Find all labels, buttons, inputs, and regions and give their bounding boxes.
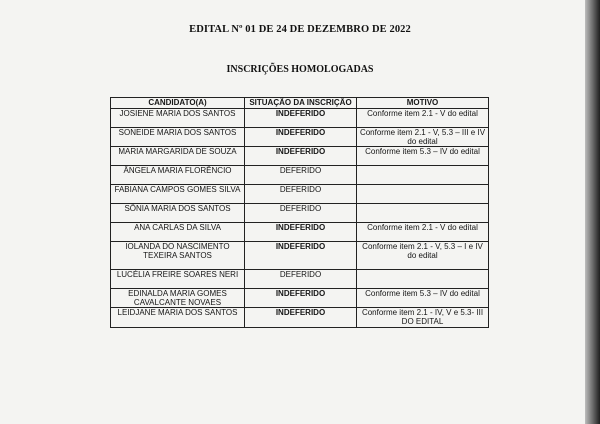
header-reason: MOTIVO xyxy=(357,98,489,109)
candidate-cell: ÂNGELA MARIA FLORÊNCIO xyxy=(111,166,245,185)
reason-cell: Conforme item 2.1 - V do edital xyxy=(357,223,489,242)
candidate-cell: MARIA MARGARIDA DE SOUZA xyxy=(111,147,245,166)
reason-cell: Conforme item 2.1 - IV, V e 5.3- III DO EDITAL xyxy=(357,308,489,328)
document-title: EDITAL Nº 01 DE 24 DE DEZEMBRO DE 2022 xyxy=(189,24,411,35)
candidate-cell: JOSIENE MARIA DOS SANTOS xyxy=(111,109,245,128)
status-cell: DEFERIDO xyxy=(245,204,357,223)
status-cell: DEFERIDO xyxy=(245,185,357,204)
reason-cell: Conforme item 5.3 – IV do edital xyxy=(357,147,489,166)
reason-cell xyxy=(357,204,489,223)
status-cell: INDEFERIDO xyxy=(245,109,357,128)
candidate-cell: IOLANDA DO NASCIMENTO TEXEIRA SANTOS xyxy=(111,242,245,270)
candidate-cell: SÔNIA MARIA DOS SANTOS xyxy=(111,204,245,223)
reason-cell xyxy=(357,270,489,289)
reason-cell: Conforme item 2.1 - V, 5.3 – III e IV do edital xyxy=(357,128,489,147)
candidate-cell: LEIDJANE MARIA DOS SANTOS xyxy=(111,308,245,328)
table-row xyxy=(111,204,489,223)
header-candidate: CANDIDATO(A) xyxy=(111,98,245,109)
table-row xyxy=(111,109,489,128)
table-row xyxy=(111,289,489,308)
table-row xyxy=(111,147,489,166)
reason-cell: Conforme item 2.1 - V, 5.3 – I e IV do edital xyxy=(357,242,489,270)
document-subtitle: INSCRIÇÕES HOMOLOGADAS xyxy=(226,64,374,75)
status-cell: INDEFERIDO xyxy=(245,289,357,308)
reason-cell xyxy=(357,185,489,204)
table-row xyxy=(111,223,489,242)
status-cell: INDEFERIDO xyxy=(245,128,357,147)
candidate-cell: FABIANA CAMPOS GOMES SILVA xyxy=(111,185,245,204)
page-edge-shadow xyxy=(585,0,600,424)
status-cell: INDEFERIDO xyxy=(245,308,357,328)
candidate-cell: ANA CARLAS DA SILVA xyxy=(111,223,245,242)
header-status: SITUAÇÃO DA INSCRIÇÃO xyxy=(245,98,357,109)
reason-cell: Conforme item 5.3 – IV do edital xyxy=(357,289,489,308)
status-cell: DEFERIDO xyxy=(245,166,357,185)
candidate-cell: EDINALDA MARIA GOMES CAVALCANTE NOVAES xyxy=(111,289,245,308)
table-row xyxy=(111,128,489,147)
table-row xyxy=(111,185,489,204)
status-cell: INDEFERIDO xyxy=(245,223,357,242)
registrations-table xyxy=(110,97,489,328)
reason-cell xyxy=(357,166,489,185)
table-header-row xyxy=(111,98,489,109)
table-row xyxy=(111,308,489,328)
table-row xyxy=(111,270,489,289)
table-row xyxy=(111,242,489,270)
table-row xyxy=(111,166,489,185)
status-cell: INDEFERIDO xyxy=(245,147,357,166)
reason-cell: Conforme item 2.1 - V do edital xyxy=(357,109,489,128)
status-cell: INDEFERIDO xyxy=(245,242,357,270)
status-cell: DEFERIDO xyxy=(245,270,357,289)
candidate-cell: LUCÉLIA FREIRE SOARES NERI xyxy=(111,270,245,289)
candidate-cell: SONEIDE MARIA DOS SANTOS xyxy=(111,128,245,147)
